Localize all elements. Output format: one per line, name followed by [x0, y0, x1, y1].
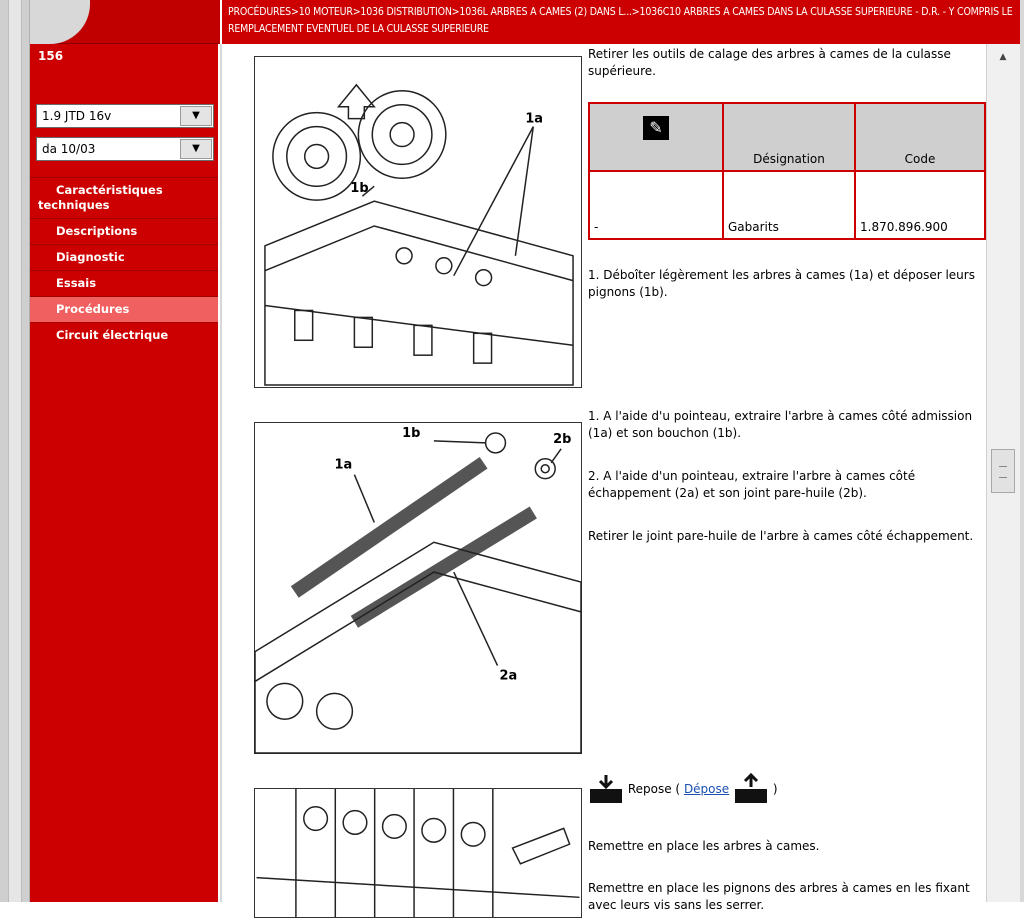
date-select-value: da 10/03	[42, 142, 96, 156]
step-2b-text: 2. A l'aide d'un pointeau, extraire l'arbre à cames côté échappement (2a) et son joint pare-huile (2b).	[588, 469, 916, 500]
label-1b: 1b	[350, 181, 369, 197]
content-panel	[222, 44, 986, 912]
intro-text: Retirer les outils de calage des arbres à cames de la culasse supérieure.	[588, 47, 951, 78]
sidebar-item-circuit[interactable]: Circuit électrique	[30, 322, 218, 348]
table-header-designation: Désignation	[723, 103, 855, 171]
step-1-text: 1. Déboîter légèrement les arbres à cames (1a) et déposer leurs pignons (1b).	[588, 268, 975, 299]
depose-link[interactable]: Dépose	[683, 782, 730, 796]
vertical-scrollbar[interactable]	[986, 44, 1020, 902]
engine-select[interactable]	[36, 104, 214, 128]
figure-camshaft-pulleys	[254, 56, 582, 388]
sidebar-item-descriptions[interactable]: Descriptions	[30, 218, 218, 244]
sidebar-nav	[30, 177, 218, 348]
label-1a: 1a	[334, 457, 353, 473]
label-1b: 1b	[402, 425, 421, 441]
sidebar-item-procedures[interactable]: Procédures	[30, 296, 218, 322]
repose-close: )	[772, 782, 778, 796]
table-row	[589, 171, 985, 239]
breadcrumb: PROCÉDURES>10 MOTEUR>1036 DISTRIBUTION>1036L ARBRES A CAMES (2) DANS L...>1036C10 ARBRES A CAMES DANS LA CULASSE SUPERIEURE - D.R. - Y COMPRIS LE REMPLACEMENT EVENTUEL DE LA CULASSE SUPERIEURE	[220, 0, 1020, 44]
sidebar	[30, 44, 220, 902]
sidebar-item-diagnostic[interactable]: Diagnostic	[30, 244, 218, 270]
chevron-down-icon[interactable]: ▼	[180, 139, 212, 159]
logo-area	[30, 0, 220, 44]
table-cell-designation: Gabarits	[723, 171, 855, 239]
table-header-row	[589, 103, 985, 171]
label-2b: 2b	[553, 431, 572, 447]
table-cell-icon: -	[589, 171, 723, 239]
repose-step-a: Remettre en place les arbres à cames.	[588, 839, 820, 853]
left-frame-border	[0, 0, 30, 902]
chevron-down-icon[interactable]: ▼	[180, 106, 212, 126]
model-code: 156	[38, 49, 64, 63]
label-1a: 1a	[525, 111, 544, 127]
tool-table	[588, 102, 986, 240]
figure-camshaft-install	[254, 788, 582, 918]
step-2c-text: Retirer le joint pare-huile de l'arbre à cames côté échappement.	[588, 529, 974, 543]
table-header-icon	[589, 103, 723, 171]
repose-icon	[588, 775, 624, 805]
wrench-icon: ✎	[643, 116, 669, 140]
depose-icon	[733, 775, 769, 805]
engine-select-value: 1.9 JTD 16v	[42, 109, 112, 123]
repose-step-b: Remettre en place les pignons des arbres à cames en les fixant avec leurs vis sans les serrer.	[588, 881, 970, 912]
step-2a-text: 1. A l'aide d'u pointeau, extraire l'arbre à cames côté admission (1a) et son bouchon (1b).	[588, 409, 973, 440]
table-header-code: Code	[855, 103, 985, 171]
scroll-up-icon[interactable]: ▲	[999, 52, 1007, 62]
figure-camshaft-extraction	[254, 422, 582, 754]
table-cell-code: 1.870.896.900	[855, 171, 985, 239]
scrollbar-thumb[interactable]	[991, 449, 1015, 493]
repose-label: Repose (	[627, 782, 681, 796]
date-select[interactable]	[36, 137, 214, 161]
repose-line	[588, 774, 778, 805]
sidebar-item-essais[interactable]: Essais	[30, 270, 218, 296]
sidebar-item-caracteristiques[interactable]: Caractéristiques techniques	[30, 177, 218, 218]
label-2a: 2a	[499, 668, 518, 684]
